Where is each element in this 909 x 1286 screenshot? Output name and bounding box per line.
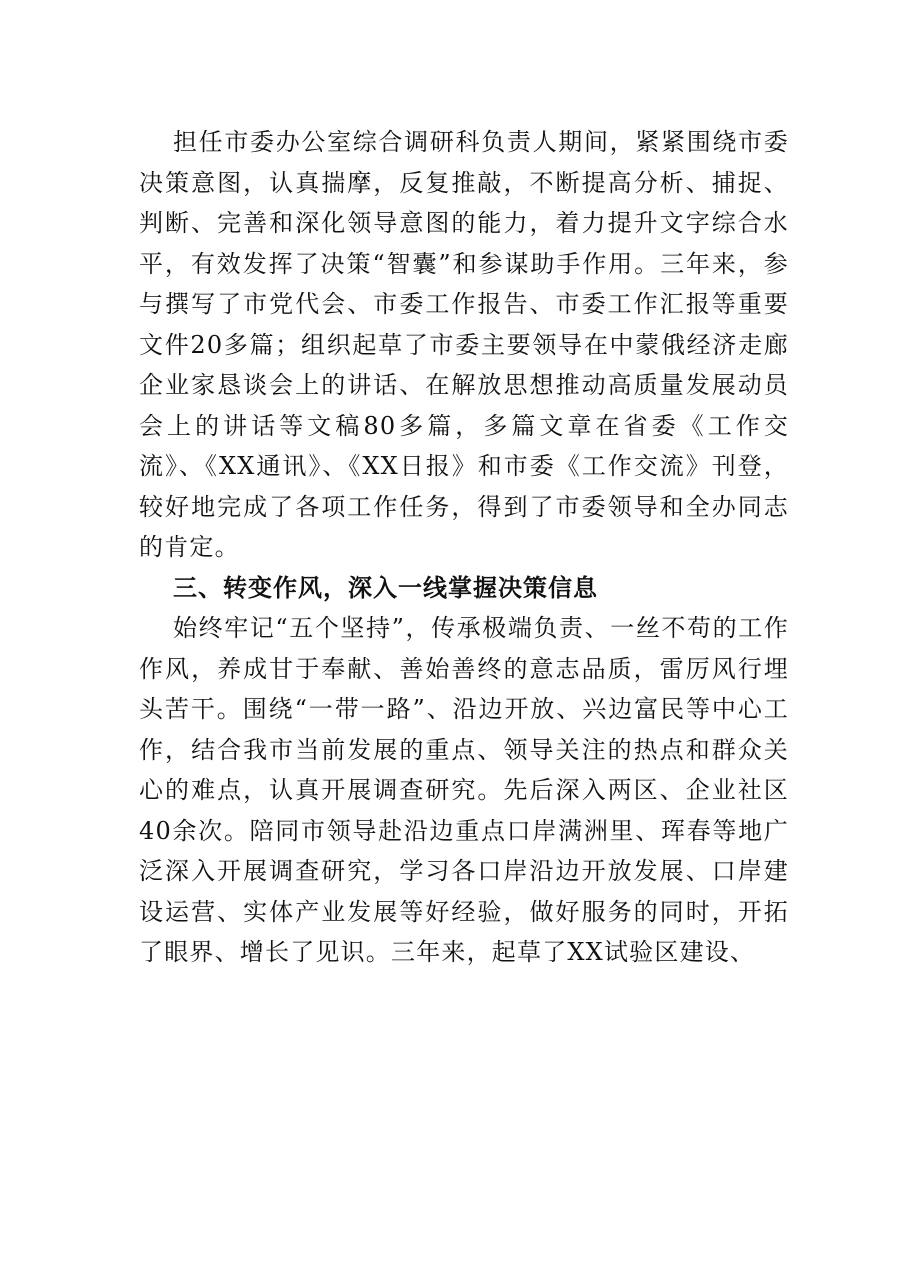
section-heading-three: 三、转变作风，深入一线掌握决策信息 bbox=[173, 573, 598, 602]
body-paragraph-research-work: 担任市委办公室综合调研科负责人期间，紧紧围绕市委决策意图，认真揣摩，反复推敲，不断提高分析、捕捉、判断、完善和深化领导意图的能力，着力提升文字综合水平，有效发挥了决策“智囊”和参谋助手作用。三年来，参与撰写了市党代会、市委工作报告、市委工作汇报等重要文件20多篇；组织起草了市委主要领导在中蒙俄经济走廊企业家恳谈会上的讲话、在解放思想推动高质量发展动员会上的讲话等文稿80多篇，多篇文章在省委《工作交流》、《XX通讯》、《XX日报》和市委《工作交流》刊登，较好地完成了各项工作任务，得到了市委领导和全办同志的肯定。 bbox=[139, 128, 789, 561]
body-paragraph-work-style: 始终牢记“五个坚持”，传承极端负责、一丝不苟的工作作风，养成甘于奉献、善始善终的意志品质，雷厉风行埋头苦干。围绕“一带一路”、沿边开放、兴边富民等中心工作，结合我市当前发展的重点、领导关注的热点和群众关心的难点，认真开展调查研究。先后深入两区、企业社区40余次。陪同市领导赴沿边重点口岸满洲里、珲春等地广泛深入开展调查研究，学习各口岸沿边开放发展、口岸建设运营、实体产业发展等好经验，做好服务的同时，开拓了眼界、增长了见识。三年来，起草了XX试验区建设、 bbox=[139, 614, 789, 966]
document-body bbox=[139, 122, 789, 973]
